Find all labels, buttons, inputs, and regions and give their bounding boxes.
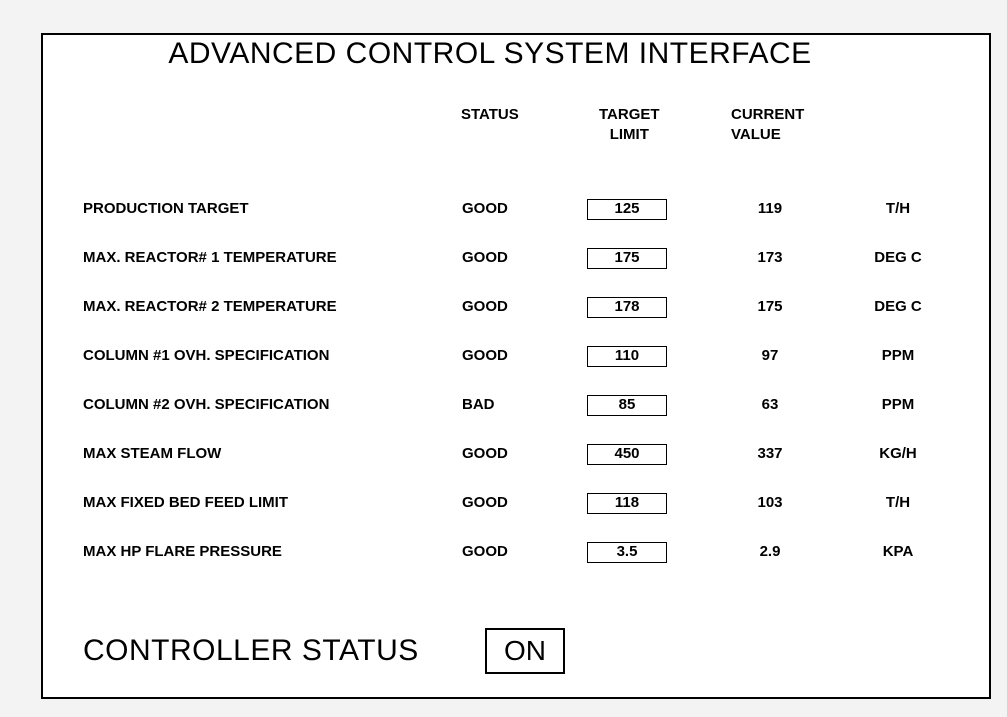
row-current-value: 2.9 [759, 543, 781, 560]
row-current-value: 337 [757, 445, 783, 462]
row-current-value: 63 [761, 396, 779, 413]
table-row [43, 245, 989, 271]
row-label: MAX. REACTOR# 1 TEMPERATURE [83, 249, 337, 266]
row-label: MAX HP FLARE PRESSURE [83, 543, 282, 560]
row-status: BAD [462, 396, 495, 413]
row-status: GOOD [462, 543, 508, 560]
row-status: GOOD [462, 298, 508, 315]
row-unit: DEG C [874, 249, 922, 266]
row-unit: KG/H [879, 445, 917, 462]
header-status [461, 105, 519, 125]
row-status: GOOD [462, 494, 508, 511]
target-limit-input[interactable]: 175 [587, 248, 667, 269]
header-current-line1: CURRENT [731, 106, 805, 123]
row-label: PRODUCTION TARGET [83, 200, 249, 217]
row-unit: T/H [885, 494, 911, 511]
row-status: GOOD [462, 445, 508, 462]
row-unit: PPM [881, 396, 915, 413]
row-label: MAX FIXED BED FEED LIMIT [83, 494, 289, 511]
table-row [43, 196, 989, 222]
row-label: COLUMN #2 OVH. SPECIFICATION [83, 396, 330, 413]
row-unit: DEG C [874, 298, 922, 315]
target-limit-input[interactable]: 178 [587, 297, 667, 318]
table-row [43, 392, 989, 418]
row-label: MAX STEAM FLOW [83, 445, 222, 462]
controller-status-toggle[interactable]: ON [485, 628, 565, 674]
row-unit: KPA [882, 543, 914, 560]
header-current-line2: VALUE [731, 126, 781, 143]
row-status: GOOD [462, 249, 508, 266]
header-current-value [731, 105, 804, 145]
table-row [43, 490, 989, 516]
row-label: MAX. REACTOR# 2 TEMPERATURE [83, 298, 337, 315]
row-status: GOOD [462, 347, 508, 364]
target-limit-input[interactable]: 3.5 [587, 542, 667, 563]
row-current-value: 175 [757, 298, 783, 315]
table-row [43, 294, 989, 320]
row-unit: PPM [881, 347, 915, 364]
table-row [43, 539, 989, 565]
target-limit-input[interactable]: 450 [587, 444, 667, 465]
row-current-value: 103 [757, 494, 783, 511]
page-title: ADVANCED CONTROL SYSTEM INTERFACE [168, 37, 812, 70]
header-target-line2: LIMIT [609, 126, 649, 143]
row-current-value: 97 [761, 347, 779, 364]
row-label: COLUMN #1 OVH. SPECIFICATION [83, 347, 330, 364]
header-target-line1: TARGET [599, 106, 660, 123]
target-limit-input[interactable]: 118 [587, 493, 667, 514]
row-status: GOOD [462, 200, 508, 217]
row-current-value: 173 [757, 249, 783, 266]
row-unit: T/H [885, 200, 911, 217]
target-limit-input[interactable]: 110 [587, 346, 667, 367]
control-panel [41, 33, 991, 699]
table-row [43, 343, 989, 369]
target-limit-input[interactable]: 125 [587, 199, 667, 220]
table-row [43, 441, 989, 467]
target-limit-input[interactable]: 85 [587, 395, 667, 416]
row-current-value: 119 [757, 200, 783, 217]
header-status-label: STATUS [461, 106, 519, 123]
controller-status-label: CONTROLLER STATUS [83, 634, 419, 667]
header-target-limit [599, 105, 660, 145]
